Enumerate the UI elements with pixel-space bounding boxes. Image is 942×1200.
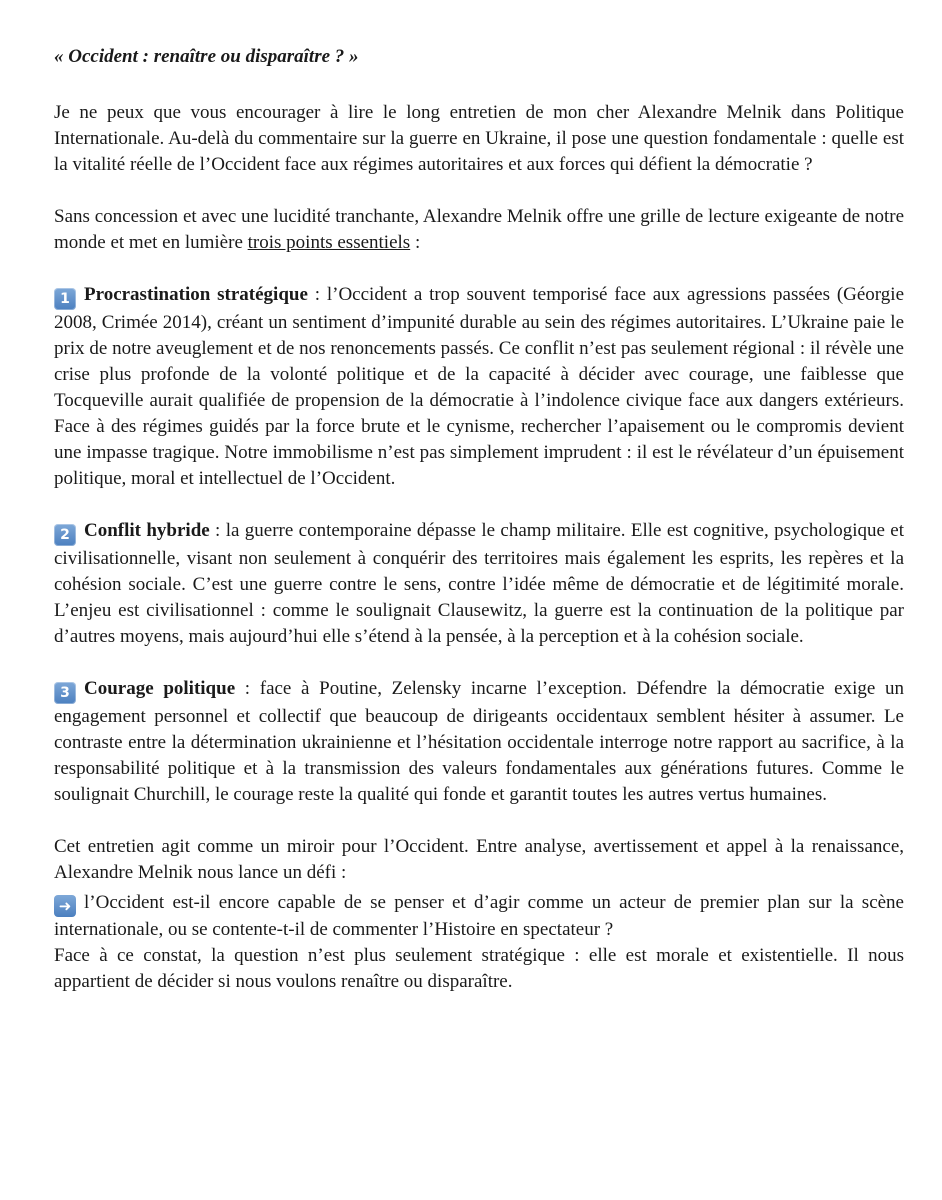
- point-2-paragraph: [54, 518, 904, 650]
- point-1-text: : l’Occident a trop souvent temporisé face aux agressions passées (Géorgie 2008, Crimée 2014), créant un sentiment d’impunité durable au sein des régimes autoritaires. L’Ukraine paie le prix de notre aveuglement et de nos renoncements passés. Ce conflit n’est pas seulement régional : il révèle une crise plus profonde de la volonté politique et de la capacité à décider avec courage, une faiblesse que Tocqueville aurait qualifiée de propension de la démocratie à l’indolence civique face aux dangers extérieurs. Face à des régimes guidés par la force brute et le cynisme, rechercher l’apaisement ou le compromis devient une impasse tragique. Notre immobilisme n’est pas simplement imprudent : il est le révélateur d’un épuisement politique, moral et intellectuel de l’Occident.: [54, 284, 905, 489]
- keycap-1-icon: 1: [54, 288, 76, 310]
- point-2-heading: Conflit hybride: [84, 520, 210, 541]
- point-2: [54, 518, 904, 650]
- intro-paragraph-1: Je ne peux que vous encourager à lire le long entretien de mon cher Alexandre Melnik dans Politique Internationale. Au-delà du commentaire sur la guerre en Ukraine, il pose une question fondamentale : quelle est la vitalité réelle de l’Occident face aux régimes autoritaires et aux forces qui défient la démocratie ?: [54, 102, 904, 175]
- conclusion-paragraph-3: Face à ce constat, la question n’est plus seulement stratégique : elle est morale et existentielle. Il nous appartient de décider si nous voulons renaître ou disparaître.: [54, 945, 904, 992]
- conclusion-question: [54, 890, 904, 943]
- point-1: [54, 282, 904, 492]
- intro-paragraph-2-start: Sans concession et avec une lucidité tranchante, Alexandre Melnik offre une grille de lecture exigeante de notre monde et met en lumière: [54, 206, 904, 253]
- arrow-right-icon: ➜: [54, 895, 76, 917]
- document-title: « Occident : renaître ou disparaître ? »: [54, 46, 359, 67]
- point-3-paragraph: [54, 676, 904, 808]
- point-3-text: : face à Poutine, Zelensky incarne l’exception. Défendre la démocratie exige un engagement personnel et collectif que beaucoup de dirigeants occidentaux semblent hésiter à assumer. Le contraste entre la détermination ukrainienne et l’hésitation occidentale interroge notre rapport au sacrifice, à la responsabilité politique et à la transmission des valeurs fondamentales aux générations futures. Comme le soulignait Churchill, le courage reste la qualité qui fonde et garantit toutes les autres vertus humaines.: [54, 678, 904, 805]
- point-2-text: : la guerre contemporaine dépasse le champ militaire. Elle est cognitive, psychologique et civilisationnelle, visant non seulement à conquérir des territoires mais également les esprits, les repères et la cohésion sociale. C’est une guerre contre le sens, contre l’idée même de démocratie et de légitimité morale. L’enjeu est civilisationnel : comme le soulignait Clausewitz, la guerre est la continuation de la politique par d’autres moyens, mais aujourd’hui elle s’étend à la pensée, à la perception et à la cohésion sociale.: [54, 520, 904, 647]
- conclusion-paragraph-1: Cet entretien agit comme un miroir pour l’Occident. Entre analyse, avertissement et appel à la renaissance, Alexandre Melnik nous lance un défi :: [54, 836, 904, 883]
- conclusion-question-text: l’Occident est-il encore capable de se penser et d’agir comme un acteur de premier plan sur la scène internationale, ou se contente-t-il de commenter l’Histoire en spectateur ?: [54, 892, 904, 940]
- intro-paragraph-2: [54, 204, 904, 256]
- intro-paragraph-2-end: :: [410, 232, 421, 253]
- key-points-link: trois points essentiels: [247, 232, 411, 253]
- keycap-2-icon: 2: [54, 524, 76, 546]
- point-3-heading: Courage politique: [84, 678, 236, 699]
- point-1-paragraph: [54, 282, 904, 492]
- keycap-3-icon: 3: [54, 682, 76, 704]
- point-3: [54, 676, 904, 808]
- point-1-heading: Procrastination stratégique: [84, 284, 308, 305]
